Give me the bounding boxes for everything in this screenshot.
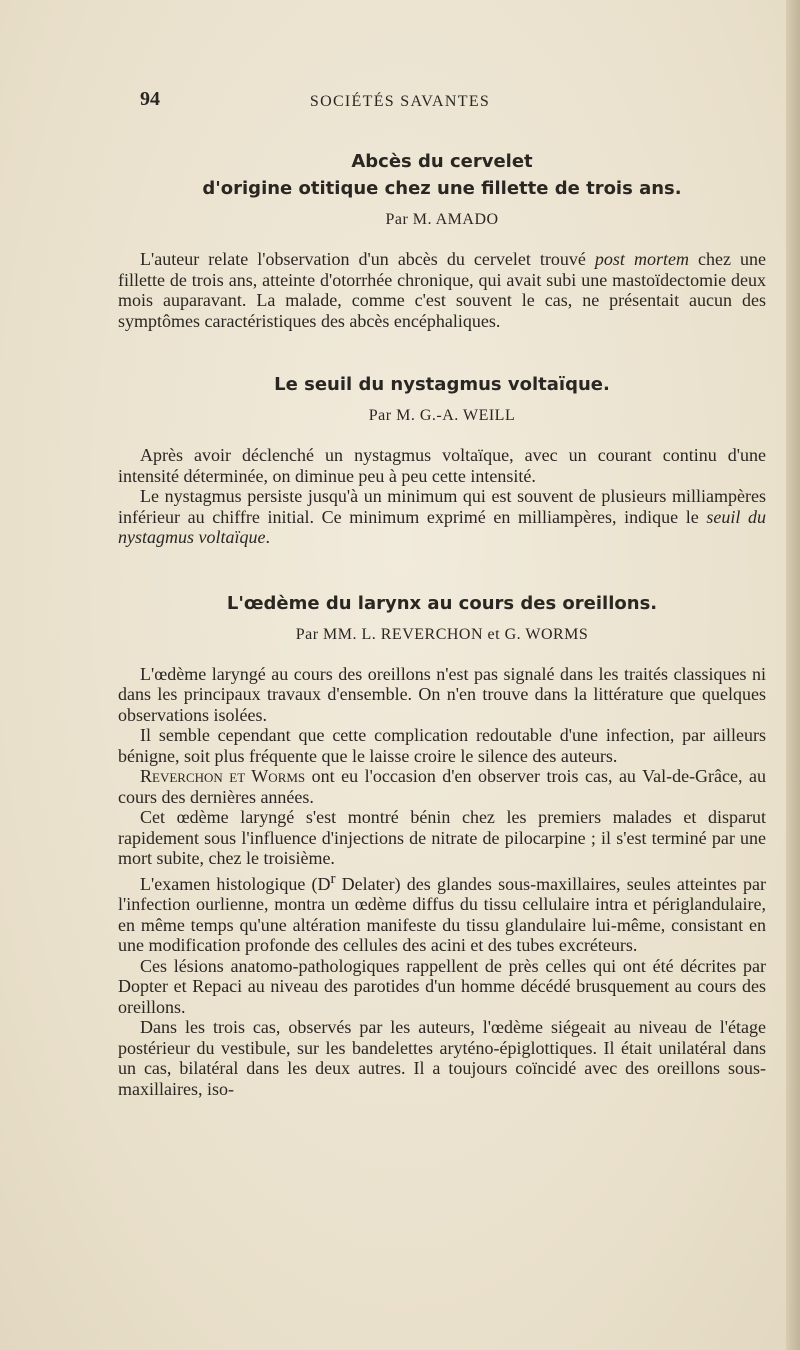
paragraph: L'auteur relate l'observation d'un abcès du cervelet trouvé post mortem chez une fillette de trois ans, atteinte d'otorrhée chronique, qui avait subi une mastoïdectomie deux mois auparavant. La malade, comme c'est souvent le cas, ne présentait aucun des symptômes caractéristiques des abcès encéphaliques. [118, 249, 766, 331]
article-reverchon-worms [118, 590, 766, 1100]
paragraph: Reverchon et Worms ont eu l'occasion d'en observer trois cas, au Val-de-Grâce, au cours des dernières années. [118, 766, 766, 807]
page-content [118, 148, 766, 1099]
article-title: Le seuil du nystagmus voltaïque. [274, 374, 610, 395]
page-edge [786, 0, 800, 1350]
article-title-line-2: d'origine otitique chez une fillette de trois ans. [202, 178, 682, 199]
page-header [0, 88, 800, 118]
italic-term: seuil du nystagmus voltaïque [118, 506, 766, 547]
paragraph: Après avoir déclenché un nystagmus voltaïque, avec un courant continu d'une intensité déterminée, on diminue peu à peu cette intensité. [118, 445, 766, 486]
italic-term: post mortem [594, 249, 689, 269]
paragraph: Cet œdème laryngé s'est montré bénin chez les premiers malades et disparut rapidement sous l'influence d'injections de nitrate de pilocarpine ; il s'est terminé par une mort subite, chez le troisième. [118, 807, 766, 868]
article-byline: Par MM. L. REVERCHON et G. WORMS [295, 625, 589, 643]
paragraph: Ces lésions anatomo-pathologiques rappellent de près celles qui ont été décrites par Dopter et Repaci au niveau des parotides d'un homme décédé brusquement au cours des oreillons. [118, 955, 766, 1017]
article-title: L'œdème du larynx au cours des oreillons. [226, 592, 658, 614]
paragraph: Il semble cependant que cette complication redoutable d'une infection, par ailleurs bénigne, soit plus fréquente que le laisse croire le silence des auteurs. [118, 725, 766, 766]
article-amado [118, 148, 766, 331]
paragraph: L'œdème laryngé au cours des oreillons n'est pas signalé dans les traités classiques ni dans les principaux travaux d'ensemble. On n'en trouve dans la littérature que quelques observations isolées. [118, 663, 766, 725]
running-head: SOCIÉTÉS SAVANTES [309, 93, 491, 110]
article-title-line-1: Abcès du cervelet [351, 151, 533, 172]
article-byline: Par M. G.-A. WEILL [368, 407, 516, 424]
article-weill [118, 371, 766, 548]
author-names: Reverchon et Worms [140, 766, 306, 786]
paragraph: Dans les trois cas, observés par les auteurs, l'œdème siégeait au niveau de l'étage postérieur du vestibule, sur les bandelettes aryténo-épiglottiques. Il était unilatéral dans un cas, bilatéral dans les deux autres. Il a toujours coïncidé avec des oreillons sous-maxillaires, iso- [118, 1017, 766, 1099]
paragraph: L'examen histologique ($D^r$ Delater) des glandes sous-maxillaires, seules atteintes par l'infection ourlienne, montra un œdème diffus du tissu cellulaire intra et périglandulaire, en même temps qu'une altération manifeste du tissu glandulaire lui-même, consistant en une modification profonde des cellules des acini et des tubes excréteurs. [118, 870, 766, 955]
page-number: 94 [140, 88, 160, 110]
paragraph: Le nystagmus persiste jusqu'à un minimum qui est souvent de plusieurs milliampères inférieur au chiffre initial. Ce minimum exprimé en milliampères, indique le seuil du nystagmus voltaïque. [118, 486, 766, 547]
article-title [118, 148, 766, 202]
article-byline: Par M. AMADO [385, 211, 499, 228]
